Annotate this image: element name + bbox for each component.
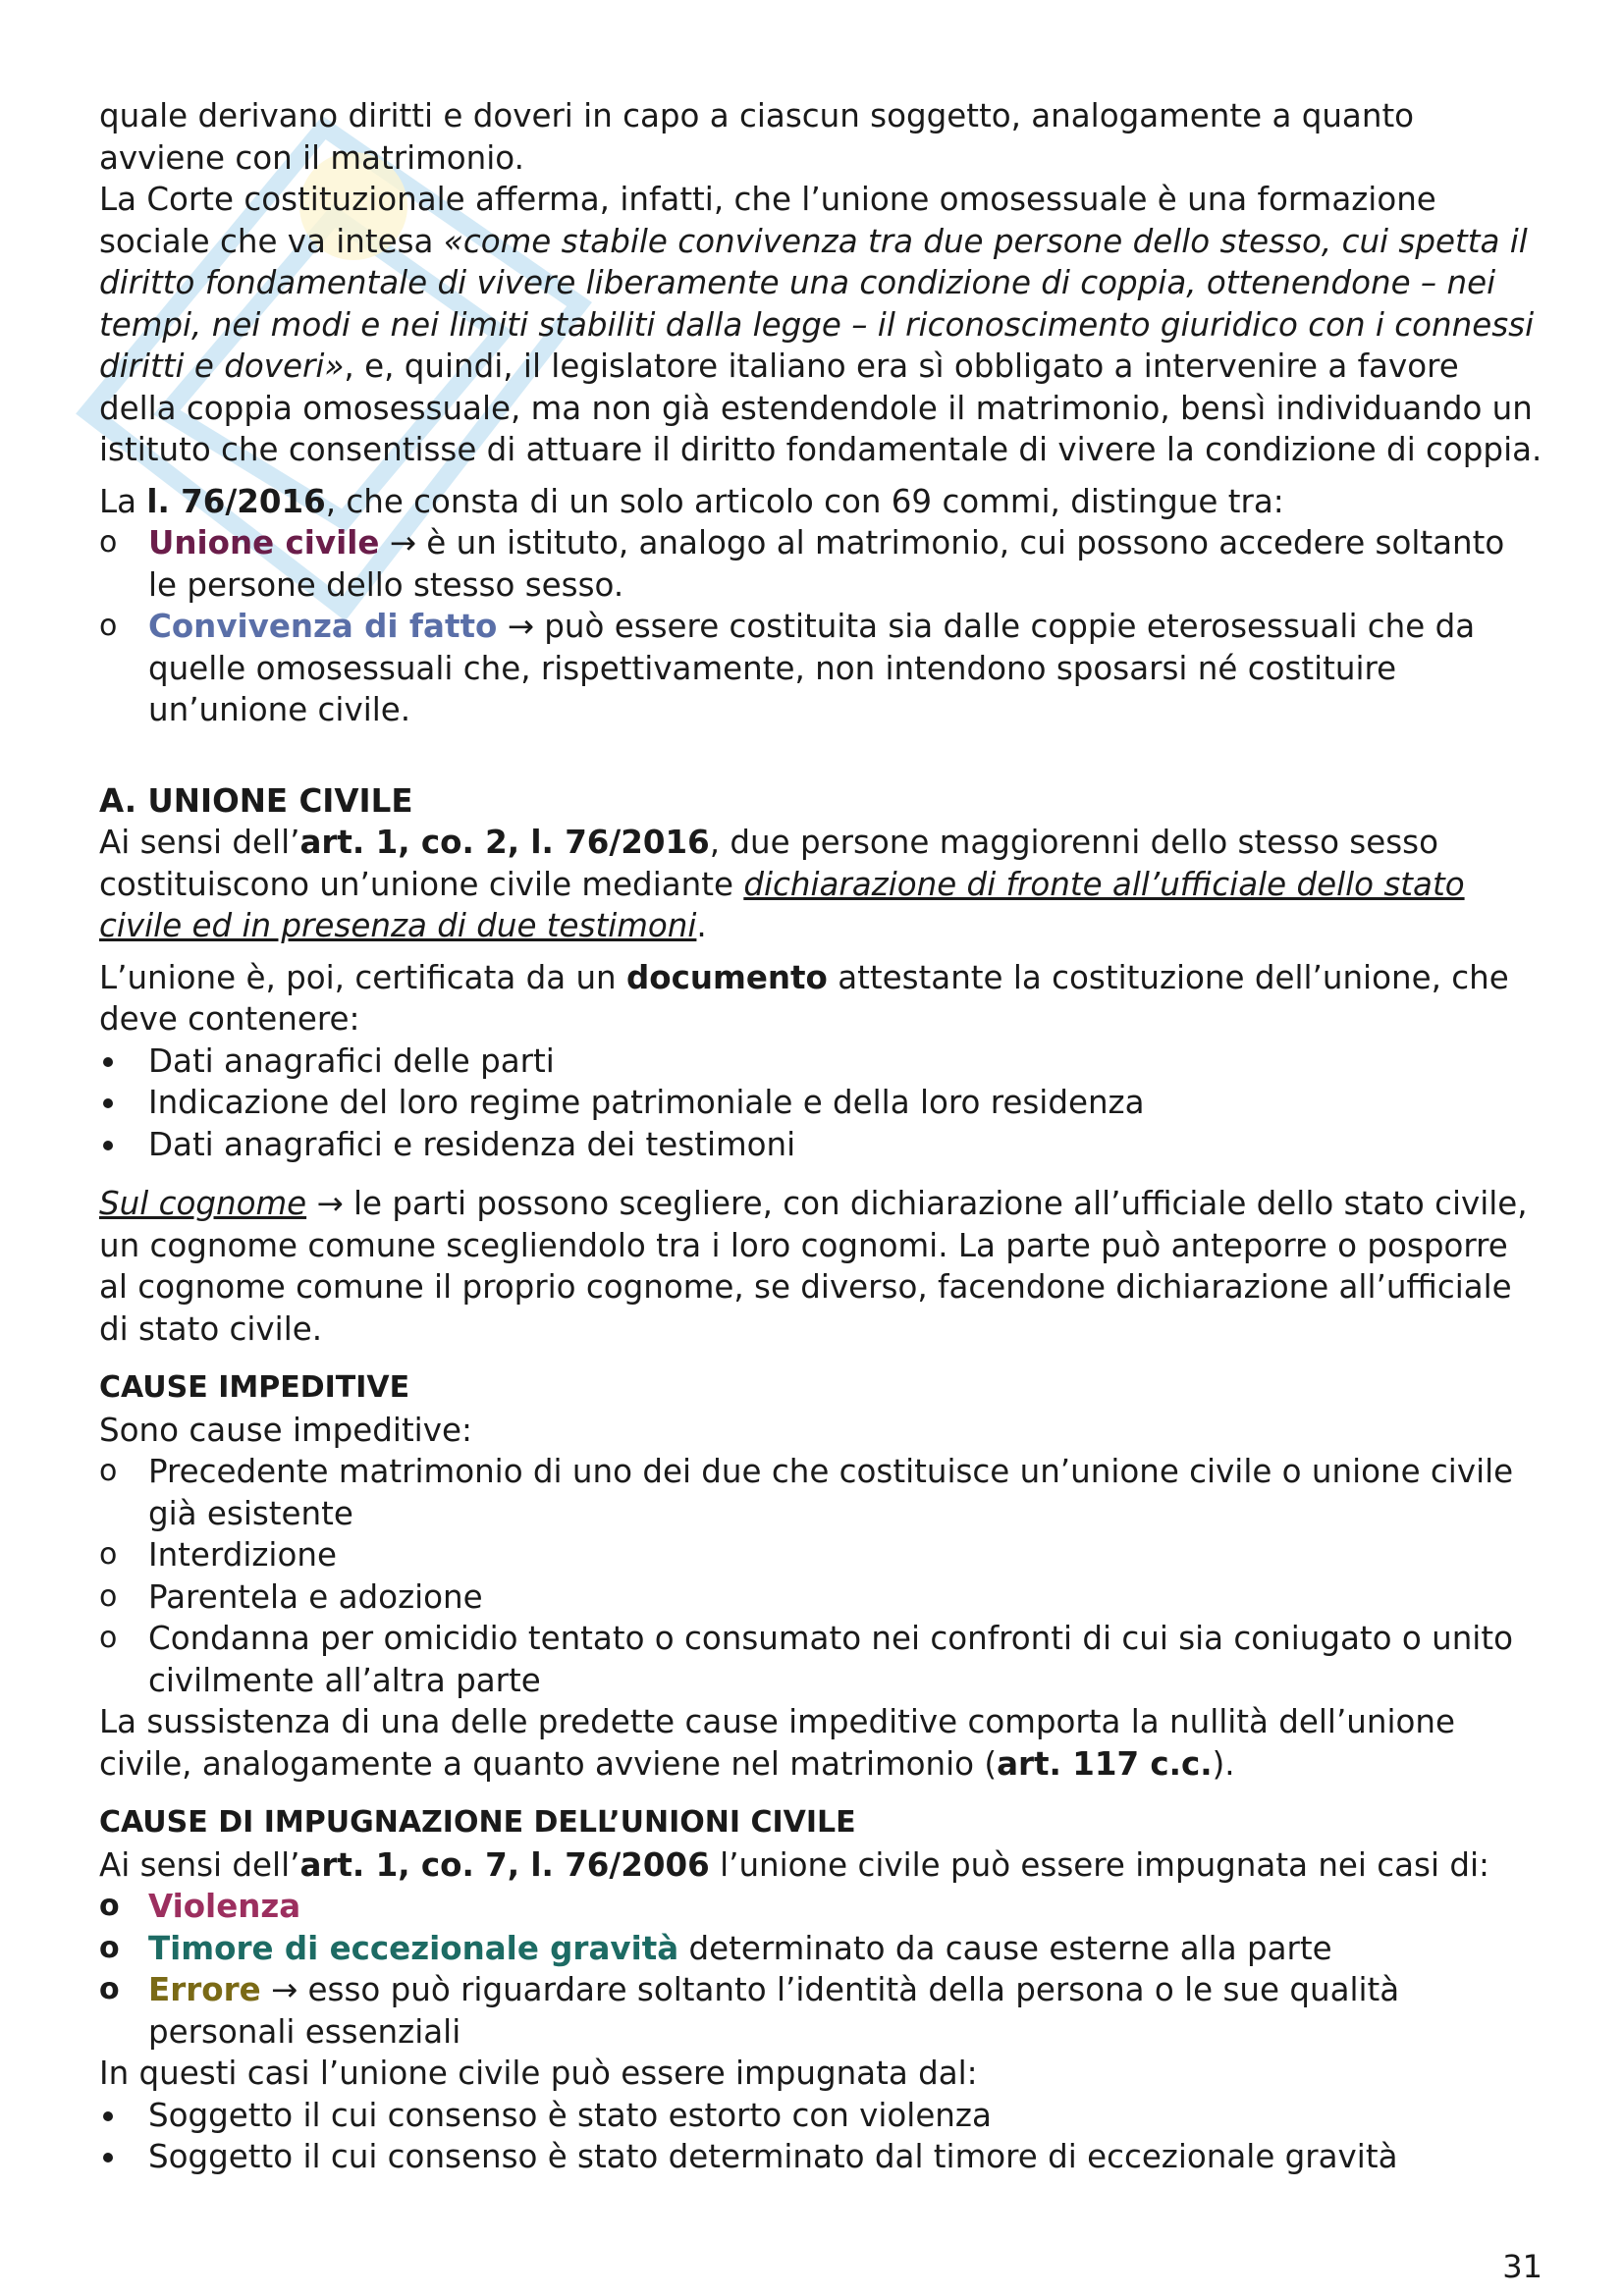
corte-text-b: , e, quindi, il legislatore italiano era sì obbligato a intervenire a favore della coppia omosessuale, ma non già estendendole il matrimonio, bensì individuando un istituto che consentisse di attuare il diritto fondamentale di vivere la condizione di coppia.	[99, 347, 1542, 468]
impeditive-intro: Sono cause impeditive:	[99, 1411, 472, 1449]
legge-paragraph	[99, 481, 1542, 523]
list-item-text: Condanna per omicidio tentato o consumato nei confronti di cui sia coniugato o unito civilmente all’altra parte	[148, 1620, 1513, 1699]
list-item-text: → può essere costituita sia dalle coppie eterosessuali che da quelle omosessuali che, rispettivamente, non intendono sposarsi né costituire un’unione civile.	[148, 608, 1476, 728]
list-marker: o	[99, 1930, 120, 1965]
list-item-text: Dati anagrafici delle parti	[148, 1041, 555, 1080]
term-convivenza-di-fatto: Convivenza di fatto	[148, 608, 498, 645]
cognome-paragraph	[99, 1183, 1542, 1350]
legal-reference: art. 1, co. 7, l. 76/2006	[299, 1845, 710, 1884]
intro-line-2: avviene con il matrimonio.	[99, 138, 524, 177]
list-item	[99, 606, 1542, 731]
legal-reference: art. 1, co. 2, l. 76/2016	[299, 824, 710, 861]
list-item	[99, 522, 1542, 606]
list-marker: o	[99, 1578, 118, 1614]
legge-reference: l. 76/2016	[146, 482, 326, 520]
text-c: ).	[1212, 1744, 1235, 1783]
list-marker: o	[99, 1621, 118, 1655]
list-item-text: → esso può riguardare soltanto l’identità della persona o le sue qualità personali essenziali	[148, 1971, 1400, 2051]
intro-paragraph	[99, 95, 1542, 179]
legge-text-a: La	[99, 482, 147, 520]
text-c: l’unione civile può essere impugnata nei casi di:	[709, 1845, 1489, 1884]
sezione-a-paragraph-1	[99, 822, 1542, 947]
term-violenza: Violenza	[148, 1888, 301, 1925]
text-c: , due persone maggiorenni dello stesso sesso costituiscono un’unione civile mediante	[99, 824, 1438, 903]
list-item	[99, 1576, 1542, 1619]
term-errore: Errore	[148, 1971, 261, 2008]
sezione-a-paragraph-2	[99, 957, 1542, 1041]
documento-list	[99, 1041, 1542, 1166]
list-item-text: Dati anagrafici e residenza dei testimoni	[148, 1125, 796, 1163]
list-item-text: Interdizione	[148, 1536, 337, 1574]
section-title-unione-civile: A. UNIONE CIVILE	[99, 781, 413, 820]
corte-text-a: La Corte costituzionale afferma, infatti, che l’unione omosessuale è una formazione sociale che va intesa	[99, 181, 1436, 260]
list-marker: o	[99, 1889, 120, 1923]
legge-text-c: , che consta di un solo articolo con 69 commi, distingue tra:	[325, 482, 1284, 520]
list-marker: o	[99, 609, 118, 643]
list-item	[99, 1886, 1542, 1928]
text-c: attestante la costituzione dell’unione, che deve contenere:	[99, 958, 1509, 1038]
impeditive-outro	[99, 1701, 1542, 1785]
intro-line-1: quale derivano diritti e doveri in capo a ciascun soggetto, analogamente a quanto	[99, 97, 1415, 134]
list-item-text: Parentela e adozione	[148, 1577, 483, 1616]
list-marker: o	[99, 1972, 120, 2006]
list-item	[99, 2095, 1542, 2137]
term-timore: Timore di eccezionale gravità	[148, 1929, 679, 1967]
list-item	[99, 1041, 1542, 1083]
tipi-list	[99, 522, 1542, 731]
text-a: Ai sensi dell’	[99, 824, 300, 861]
impugnazione-intro	[99, 1844, 1542, 1887]
list-item	[99, 1451, 1542, 1534]
list-marker: o	[99, 525, 118, 560]
term-unione-civile: Unione civile	[148, 524, 380, 561]
list-item-text: Indicazione del loro regime patrimoniale e della loro residenza	[148, 1084, 1145, 1121]
term-documento: documento	[625, 958, 828, 996]
list-item-text: Precedente matrimonio di uno dei due che costituisce un’unione civile o unione civile già esistente	[148, 1453, 1514, 1532]
list-item-text: Soggetto il cui consenso è stato estorto con violenza	[148, 2096, 992, 2134]
list-item	[99, 1534, 1542, 1576]
soggetti-list	[99, 2095, 1542, 2178]
list-item	[99, 1124, 1542, 1166]
list-item	[99, 1082, 1542, 1124]
list-item-text: determinato da cause esterne alla parte	[678, 1929, 1332, 1967]
legal-reference: art. 117 c.c.	[997, 1744, 1213, 1783]
text-e: .	[696, 907, 707, 944]
list-item	[99, 1969, 1542, 2053]
section-title-cause-impeditive: CAUSE IMPEDITIVE	[99, 1370, 410, 1405]
section-title-cause-impugnazione: CAUSE DI IMPUGNAZIONE DELL’UNIONI CIVILE	[99, 1805, 856, 1840]
list-item	[99, 2136, 1542, 2178]
corte-quote: «come stabile convivenza tra due persone dello stesso, cui spetta il diritto fondamentale di vivere liberamente una condizione di coppia, ottenendone – nei tempi, nei modi e nei limiti stabiliti dalla legge – il riconoscimento giuridico con i connessi diritti e doveri»	[99, 222, 1535, 385]
list-item	[99, 1928, 1542, 1970]
cognome-text: le parti possono scegliere, con dichiarazione all’ufficiale dello stato civile, un cognome comune scegliendolo tra i loro cognomi. La parte può anteporre o posporre al cognome comune il proprio cognome, se diverso, facendone dichiarazione all’ufficiale di stato civile.	[99, 1185, 1528, 1348]
text-a: L’unione è, poi, certificata da un	[99, 958, 626, 996]
list-item-text: Soggetto il cui consenso è stato determinato dal timore di eccezionale gravità	[148, 2138, 1398, 2175]
list-item-text: → è un istituto, analogo al matrimonio, cui possono accedere soltanto le persone dello stesso sesso.	[148, 524, 1505, 604]
page-number: 31	[1502, 2248, 1542, 2285]
list-item	[99, 1618, 1542, 1701]
arrow-right-icon: →	[306, 1185, 354, 1222]
list-marker: o	[99, 1454, 118, 1488]
corte-paragraph	[99, 179, 1542, 471]
cognome-label: Sul cognome	[99, 1185, 307, 1222]
document-page	[99, 95, 1542, 2178]
text-a: Ai sensi dell’	[99, 1845, 300, 1884]
text-a: La sussistenza di una delle predette cause impeditive comporta la nullità dell’unione civile, analogamente a quanto avviene nel matrimonio (	[99, 1703, 1455, 1783]
list-marker: o	[99, 1537, 118, 1572]
impeditive-list	[99, 1451, 1542, 1701]
casi-list	[99, 1886, 1542, 2053]
soggetti-intro: In questi casi l’unione civile può essere impugnata dal:	[99, 2055, 978, 2092]
emphasis-dichiarazione: dichiarazione di fronte all’ufficiale dello stato civile ed in presenza di due testimoni	[99, 865, 1465, 944]
